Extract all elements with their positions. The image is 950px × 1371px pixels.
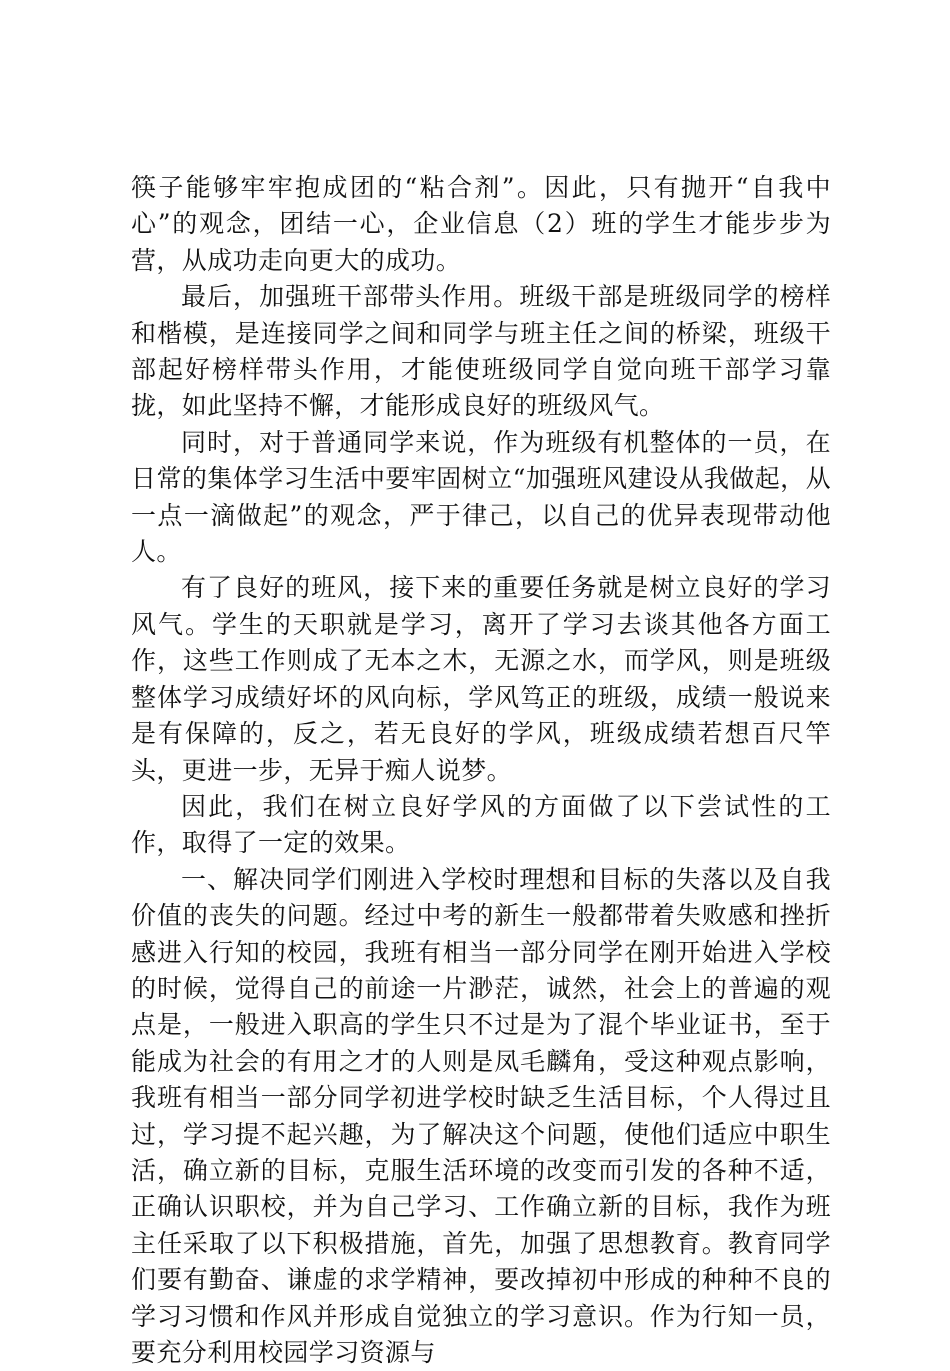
- paragraph-continuation: 筷子能够牢牢抱成团的“粘合剂”。因此，只有抛开“自我中心”的观念，团结一心，企业信息（2）班的学生才能步步为营，从成功走向更大的成功。: [131, 173, 831, 275]
- paragraph-section-one: 一、解决同学们刚进入学校时理想和目标的失落以及自我价值的丧失的问题。经过中考的新生一般都带着失败感和挫折感进入行知的校园，我班有相当一部分同学在刚开始进入学校的时候，觉得自己的前途一片渺茫，诚然，社会上的普遍的观点是，一般进入职高的学生只不过是为了混个毕业证书，至于能成为社会的有用之才的人则是凤毛麟角，受这种观点影响，我班有相当一部分同学初进学校时缺乏生活目标，个人得过且过，学习提不起兴趣，为了解决这个问题，使他们适应中职生活，确立新的目标，克服生活环境的改变而引发的各种不适，正确认识职校，并为自己学习、工作确立新的目标，我作为班主任采取了以下积极措施，首先，加强了思想教育。教育同学们要有勤奋、谦虚的求学精神，要改掉初中形成的种种不良的学习习惯和作风并形成自觉独立的学习意识。作为行知一员，要充分利用校园学习资源与: [131, 864, 831, 1367]
- paragraph-study-atmosphere: 有了良好的班风，接下来的重要任务就是树立良好的学习风气。学生的天职就是学习，离开了学习去谈其他各方面工作，这些工作则成了无本之木，无源之水，而学风，则是班级整体学习成绩好坏的风向标，学风笃正的班级，成绩一般说来是有保障的，反之，若无良好的学风，班级成绩若想百尺竿头，更进一步，无异于痴人说梦。: [131, 573, 831, 785]
- body-text: [131, 170, 831, 1371]
- paragraph-attempts: 因此，我们在树立良好学风的方面做了以下尝试性的工作，取得了一定的效果。: [131, 791, 831, 858]
- paragraph-ordinary-students: 同时，对于普通同学来说，作为班级有机整体的一员，在日常的集体学习生活中要牢固树立“加强班风建设从我做起，从一点一滴做起”的观念，严于律己，以自己的优异表现带动他人。: [131, 427, 831, 567]
- paragraph-class-leaders: 最后，加强班干部带头作用。班级干部是班级同学的榜样和楷模，是连接同学之间和同学与班主任之间的桥梁，班级干部起好榜样带头作用，才能使班级同学自觉向班干部学习靠拢，如此坚持不懈，才能形成良好的班级风气。: [131, 282, 831, 421]
